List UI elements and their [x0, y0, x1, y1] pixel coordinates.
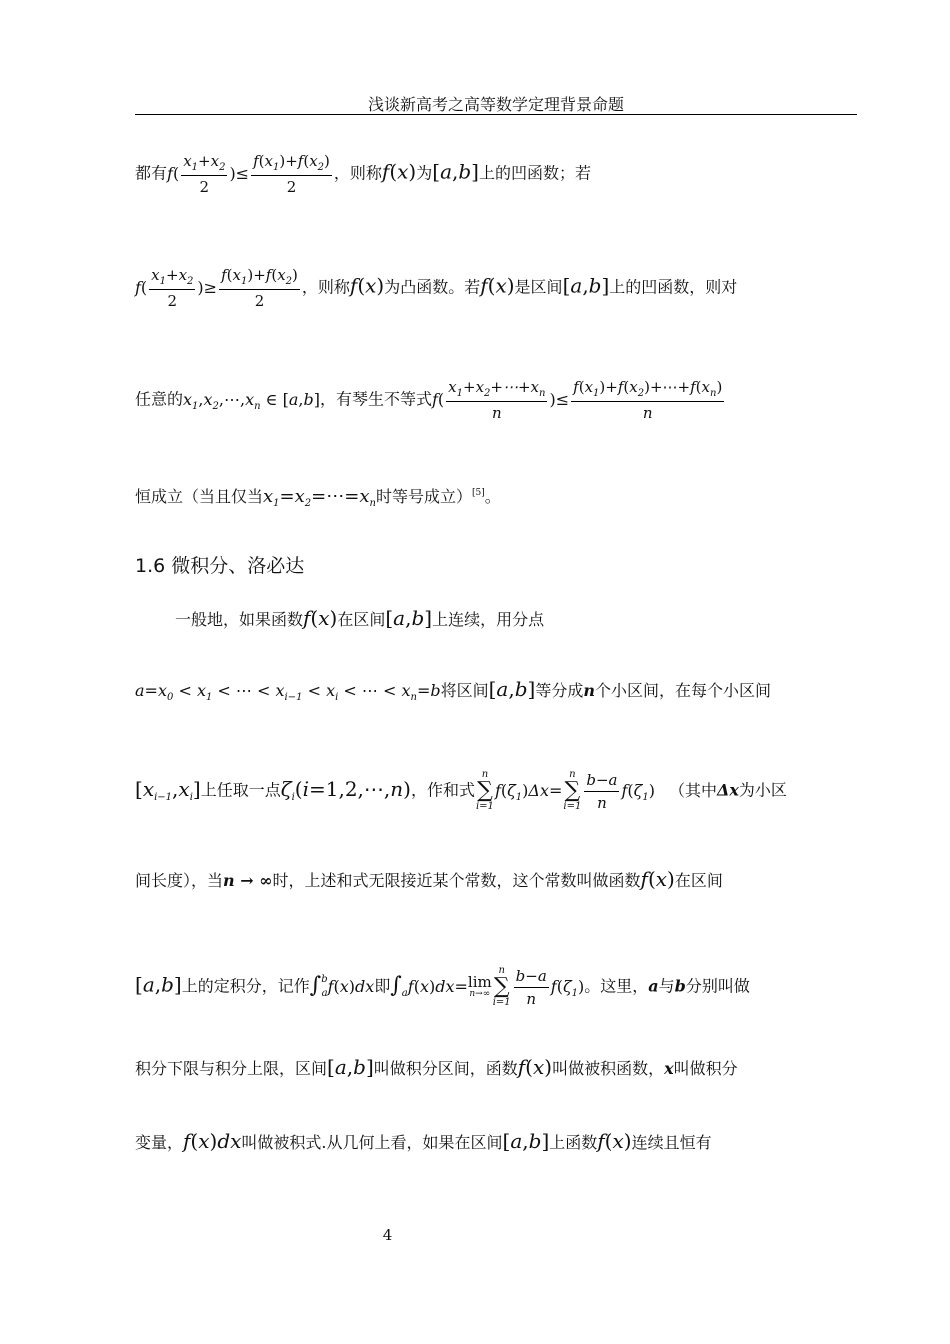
- text: 。这里，: [584, 976, 649, 996]
- text: 时，上述和式无限接近某个常数，这个常数叫做函数: [272, 871, 641, 890]
- text: ，作和式: [410, 780, 475, 800]
- text: 上任取一点: [200, 780, 281, 800]
- paragraph-line-1: [135, 152, 591, 196]
- text: 个小区间，在每个小区间: [595, 681, 772, 700]
- text: 为小区: [738, 780, 787, 800]
- math-x: x: [664, 1059, 674, 1078]
- math-fx-dx: f(x)dx: [183, 1129, 242, 1153]
- math-points-in-interval: $x_1,x_2,\cdots,x_n$ ∈ [a,b]: [183, 389, 320, 412]
- math-jensen-concave: f( $\frac{x_1+x_2}{2}$ )≤ $\frac{f(x_1)+f(x_2)}{2}$: [167, 152, 330, 196]
- math-fx: f(x): [480, 273, 515, 298]
- text: 叫做积分: [673, 1059, 738, 1078]
- text: 时等号成立）: [375, 487, 472, 506]
- text: 上连续，用分点: [432, 610, 545, 629]
- math-interval-ab: [a,b]: [432, 159, 479, 184]
- math-interval-ab: [a,b]: [135, 972, 182, 997]
- math-equality-condition: $x_1=x_2=\cdots=x_n$: [263, 486, 376, 509]
- text: 为凸函数。若: [384, 277, 481, 297]
- text: （其中: [668, 780, 717, 800]
- citation-ref: [5]: [471, 488, 485, 498]
- paragraph-line-8: [135, 867, 723, 891]
- text: 上的凹函数；若: [478, 163, 591, 183]
- paragraph-line-10: [135, 1055, 738, 1079]
- text: 积分下限与积分上限，区间: [135, 1059, 328, 1078]
- text: 将区间: [440, 681, 489, 700]
- text: 等分成: [535, 681, 584, 700]
- text: 叫做积分区间，函数: [373, 1059, 518, 1078]
- text: 与: [658, 976, 675, 996]
- math-fx: f(x): [597, 1129, 632, 1153]
- text: 在区间: [337, 610, 386, 629]
- math-fx: f(x): [303, 606, 338, 630]
- text: 连续且恒有: [631, 1133, 712, 1152]
- math-fx: f(x): [640, 867, 675, 891]
- text: 一般地，如果函数: [175, 610, 304, 629]
- text: 上函数: [549, 1133, 598, 1152]
- text: 上的凹函数，则对: [609, 277, 738, 297]
- text: 上的定积分，记作: [181, 976, 310, 996]
- paragraph-line-3: [135, 378, 726, 422]
- paragraph-line-11: [135, 1129, 712, 1153]
- math-jensen-convex: f( $\frac{x_1+x_2}{2}$ )≥ $\frac{f(x_1)+f(x_2)}{2}$: [135, 266, 298, 310]
- page-header-title: 浅谈新高考之高等数学定理背景命题: [367, 95, 624, 114]
- math-subinterval: $[x_{i-1},x_i]$: [135, 776, 201, 803]
- text: 在区间: [674, 871, 723, 890]
- section-title: 1.6 微积分、洛必达: [135, 555, 305, 577]
- math-a: a: [648, 976, 659, 996]
- math-jensen-inequality: f( $\frac{x_1+x_2+\cdots+x_n}{n}$ )≤ $\frac{f(x_1)+f(x_2)+\cdots+f(x_n)}{n}$: [432, 378, 723, 422]
- math-interval-ab: [a,b]: [327, 1055, 374, 1079]
- math-interval-ab: [a,b]: [562, 273, 610, 298]
- math-zeta-i: $\zeta_i(i=1,2,\cdots,n)$: [280, 776, 411, 803]
- paragraph-line-2: [135, 266, 737, 310]
- math-fx: f(x): [517, 1055, 553, 1079]
- text: 为: [416, 163, 433, 183]
- text: 。: [484, 487, 501, 506]
- text: ，则称: [333, 163, 382, 183]
- text: ，有琴生不等式: [319, 389, 432, 409]
- math-partition: $a=x_0 < x_1$ < ⋯ < $x_{i-1} < x_i$ < ⋯ < $x_n=b$: [135, 681, 441, 703]
- text: 都有: [135, 163, 168, 183]
- math-interval-ab: [a,b]: [502, 1129, 550, 1153]
- text: 叫做被积式.从几何上看，如果在区间: [241, 1133, 503, 1152]
- text: 恒成立（当且仅当: [135, 487, 264, 506]
- math-delta-x: Δx: [716, 780, 739, 800]
- math-n-to-infinity: n → ∞: [223, 871, 273, 890]
- text: ，则称: [301, 277, 350, 297]
- text: 间长度），当: [135, 871, 224, 890]
- math-definite-integral: ∫$^b_a$f(x)dx: [309, 972, 375, 999]
- paragraph-line-4: [135, 484, 501, 509]
- header-rule: [135, 114, 857, 115]
- paragraph-line-5: [175, 606, 544, 630]
- math-n: n: [583, 681, 595, 700]
- math-fx: f(x): [381, 159, 417, 184]
- math-fx: f(x): [349, 273, 385, 298]
- paragraph-line-6: [135, 677, 771, 703]
- math-interval-ab: [a,b]: [488, 677, 536, 701]
- text: 即: [374, 976, 391, 996]
- page-number: 4: [382, 1226, 393, 1244]
- math-b: b: [674, 976, 686, 996]
- text: 变量，: [135, 1133, 184, 1152]
- text: 分别叫做: [685, 976, 750, 996]
- math-riemann-sum: n ∑ i=1 $f(\zeta_1)\Delta x=$ n ∑ i=1 $\frac{b-a}{n}$ $f(\zeta_1)$: [475, 769, 655, 812]
- text: 叫做被积函数，: [552, 1059, 665, 1078]
- math-interval-ab: [a,b]: [385, 606, 433, 630]
- text: 任意的: [135, 389, 184, 409]
- math-integral-limit: $\int_af(x)dx=$ lim n→∞ n ∑ i=1 $\frac{b-a}{n}$ $f(\zeta_1)$: [390, 965, 585, 1008]
- text: 是区间: [514, 277, 563, 297]
- paragraph-line-7: [135, 770, 787, 812]
- paragraph-line-9: [135, 966, 750, 1008]
